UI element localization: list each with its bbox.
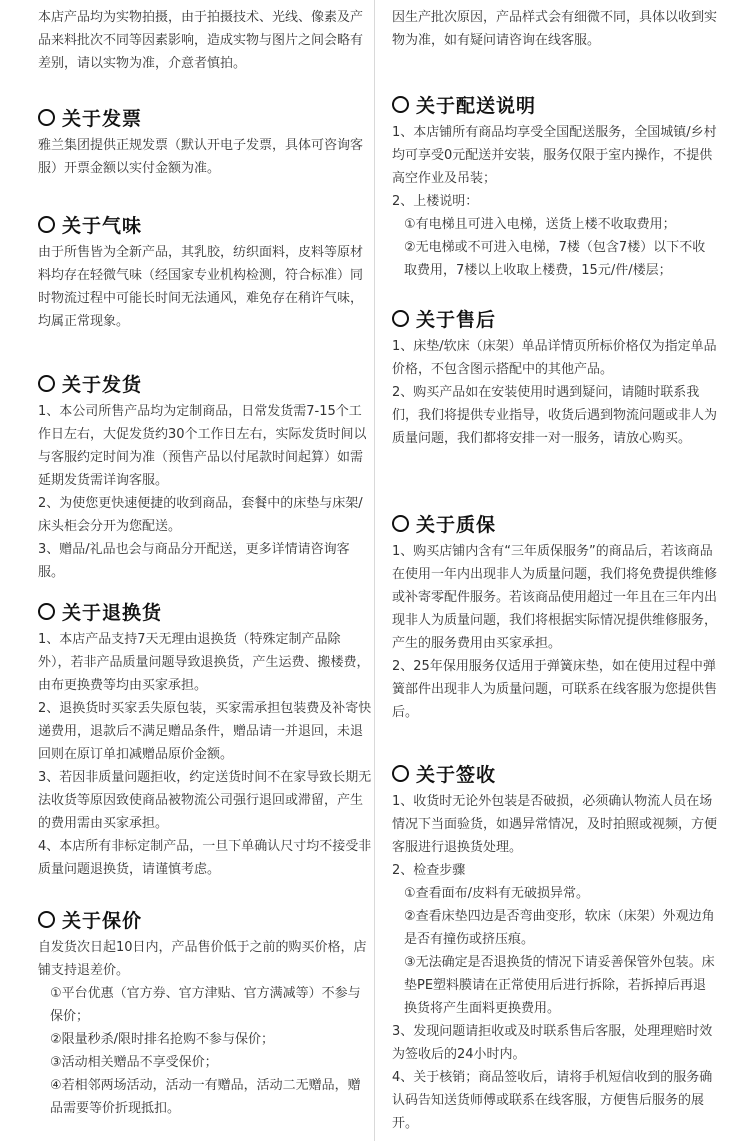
delivery-title: 关于配送说明: [416, 94, 537, 117]
batch-notice: 因生产批次原因，产品样式会有细微不同，具体以收到实物为准，如有疑问请咨询在线客服。: [392, 10, 718, 48]
circle-icon: [392, 765, 409, 782]
receipt-title: 关于签收: [416, 763, 497, 786]
smell-text: 由于所售皆为全新产品，其乳胶，纺织面料，皮料等原材料均存在轻微气味（经国家专业机构检测，符合标准）同时物流过程中可能长时间无法通风，难免存在稍许气味，均属正常现象。: [38, 245, 364, 329]
invoice-text: 雅兰集团提供正规发票（默认开电子发票，具体可咨询客服）开票金额以实付金额为准。: [38, 138, 364, 176]
returns-heading: [38, 598, 373, 624]
circle-icon: [38, 109, 55, 126]
receipt-line-3: ①查看面布/皮料有无破损异常。: [404, 886, 590, 901]
shipping-line-1: 1、本公司所售产品均为定制商品，日常发货需7-15个工作日左右，大促发货约30个工作日左右，实际发货时间以与客服约定时间为准（预售产品以付尾款时间起算）如需延期发货需详询客服。: [38, 404, 367, 488]
receipt-line-6: 3、发现问题请拒收或及时联系售后客服，处理理赔时效为签收后的24小时内。: [392, 1024, 713, 1062]
receipt-line-7: 4、关于核销；商品签收后，请将手机短信收到的服务确认码告知送货师傅或联系在线客服，方便售后服务的展开。: [392, 1070, 713, 1131]
receipt-line-1: 1、收货时无论外包装是否破损，必须确认物流人员在场情况下当面验货，如遇异常情况，及时拍照或视频，方便客服进行退换货处理。: [392, 794, 718, 855]
delivery-line-4: ②无电梯或不可进入电梯，7楼（包含7楼）以下不收取费用，7楼以上收取上楼费，15元/件/楼层；: [404, 240, 706, 278]
section-returns: [38, 598, 373, 881]
aftersale-title: 关于售后: [416, 308, 497, 331]
delivery-line-3: ①有电梯且可进入电梯，送货上楼不收取费用；: [404, 217, 676, 232]
circle-icon: [392, 310, 409, 327]
delivery-line-1: 1、本店铺所有商品均享受全国配送服务，全国城镇/乡村均可享受0元配送并安装，服务仅限于室内操作，不提供高空作业及吊装；: [392, 125, 717, 186]
aftersale-line-1: 1、床垫/软床（床架）单品详情页所标价格仅为指定单品价格，不包含图示搭配中的其他产品。: [392, 339, 717, 377]
section-delivery: [392, 91, 718, 282]
circle-icon: [38, 911, 55, 928]
shipping-title: 关于发货: [62, 373, 143, 396]
shipping-line-3: 3、赠品/礼品也会与商品分开配送，更多详情请咨询客服。: [38, 542, 350, 580]
circle-icon: [38, 375, 55, 392]
invoice-heading: [38, 104, 373, 130]
receipt-line-2: 2、检查步骤: [392, 863, 466, 878]
price-heading: [38, 906, 373, 932]
warranty-line-1: 1、购买店铺内含有“三年质保服务”的商品后，若该商品在使用一年内出现非人为质量问题，我们将免费提供维修或补寄零配件服务。若该商品使用超过一年且在三年内出现非人为质量问题，我们将根据实际情况提供维修服务，产生的服务费用由买家承担。: [392, 544, 718, 651]
returns-title: 关于退换货: [62, 601, 163, 624]
delivery-line-2: 2、上楼说明：: [392, 194, 479, 209]
warranty-heading: [392, 510, 718, 536]
returns-line-2: 2、退换货时买家丢失原包装，买家需承担包装费及补寄快递费用，退款后不满足赠品条件，赠品请一并退回，未退回则在原订单扣减赠品原价金额。: [38, 701, 372, 762]
receipt-line-5: ③无法确定是否退换货的情况下请妥善保管外包装。床垫PE塑料膜请在正常使用后进行拆除，若拆掉后再退换货将产生面料更换费用。: [404, 955, 715, 1016]
shipping-heading: [38, 370, 373, 396]
section-invoice: [38, 104, 373, 180]
circle-icon: [392, 96, 409, 113]
returns-line-3: 3、若因非质量问题拒收，约定送货时间不在家导致长期无法收货等原因致使商品被物流公司强行退回或滞留，产生的费用需由买家承担。: [38, 770, 372, 831]
circle-icon: [38, 603, 55, 620]
price-line-1: 自发货次日起10日内，产品售价低于之前的购买价格，店铺支持退差价。: [38, 940, 367, 978]
warranty-line-2: 2、25年保用服务仅适用于弹簧床垫，如在使用过程中弹簧部件出现非人为质量问题，可联系在线客服为您提供售后。: [392, 659, 718, 720]
price-line-5: ④若相邻两场活动，活动一有赠品，活动二无赠品，赠品需要等价折现抵扣。: [50, 1078, 361, 1116]
aftersale-heading: [392, 305, 718, 331]
section-shipping: [38, 370, 373, 584]
price-line-3: ②限量秒杀/限时排名抢购不参与保价；: [50, 1032, 275, 1047]
section-aftersale: [392, 305, 718, 450]
column-divider: [374, 0, 375, 1141]
returns-line-1: 1、本店产品支持7天无理由退换货（特殊定制产品除外），若非产品质量问题导致退换货，产生运费、搬楼费，由布更换费等均由买家承担。: [38, 632, 370, 693]
circle-icon: [38, 216, 55, 233]
section-receipt: [392, 760, 718, 1135]
section-warranty: [392, 510, 718, 724]
receipt-line-4: ②查看床垫四边是否弯曲变形，软床（床架）外观边角是否有撞伤或挤压痕。: [404, 909, 715, 947]
price-line-2: ①平台优惠（官方券、官方津贴、官方满减等）不参与保价；: [50, 986, 361, 1024]
warranty-title: 关于质保: [416, 513, 497, 536]
invoice-title: 关于发票: [62, 107, 143, 130]
returns-line-4: 4、本店所有非标定制产品，一旦下单确认尺寸均不接受非质量问题退换货，请谨慎考虑。: [38, 839, 372, 877]
aftersale-line-2: 2、购买产品如在安装使用时遇到疑问，请随时联系我们，我们将提供专业指导，收货后遇到物流问题或非人为质量问题，我们都将安排一对一服务，请放心购买。: [392, 385, 718, 446]
receipt-heading: [392, 760, 718, 786]
delivery-heading: [392, 91, 718, 117]
shipping-line-2: 2、为使您更快速便捷的收到商品，套餐中的床垫与床架/床头柜会分开为您配送。: [38, 496, 363, 534]
smell-heading: [38, 211, 373, 237]
smell-title: 关于气味: [62, 214, 143, 237]
product-photo-notice: 本店产品均为实物拍摄，由于拍摄技术、光线、像素及产品来料批次不同等因素影响，造成实物与图片之间会略有差别，请以实物为准，介意者慎拍。: [38, 10, 364, 71]
section-price-protection: [38, 906, 373, 1120]
price-title: 关于保价: [62, 909, 143, 932]
circle-icon: [392, 515, 409, 532]
price-line-4: ③活动相关赠品不享受保价；: [50, 1055, 218, 1070]
section-smell: [38, 211, 373, 333]
